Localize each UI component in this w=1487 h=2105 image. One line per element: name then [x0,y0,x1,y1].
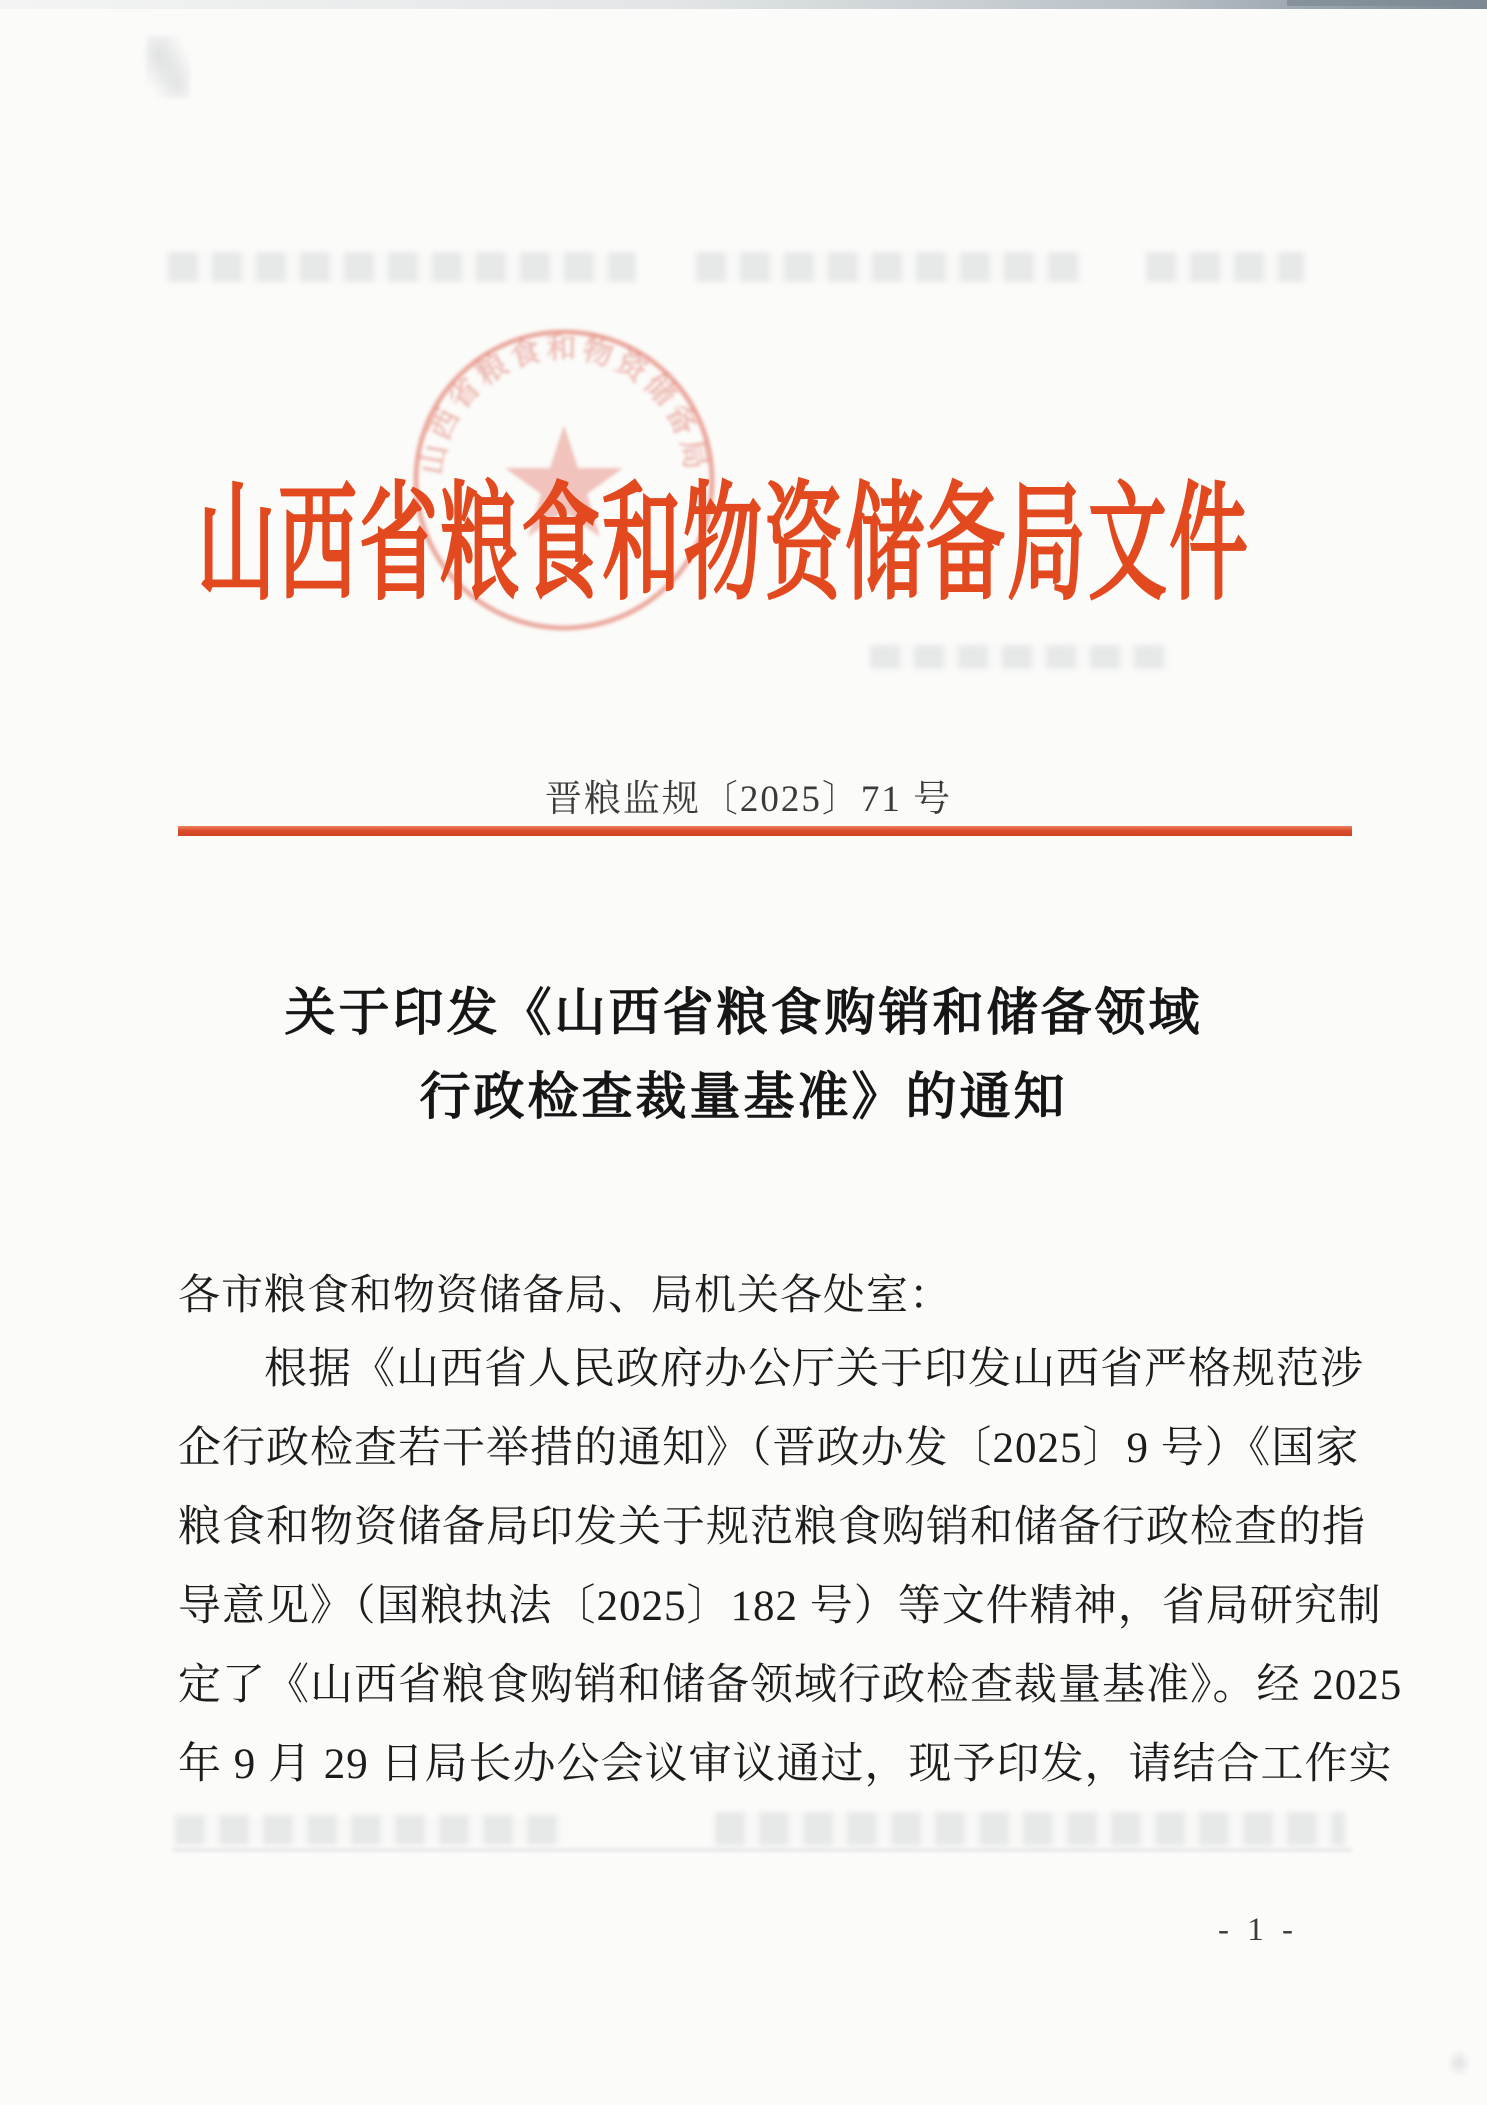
bleedthrough-text-bottom-left [175,1815,565,1845]
document-title-line-2: 行政检查裁量基准》的通知 [419,1070,1068,1126]
scan-smudge-top-left [146,36,190,98]
body-line: 企行政检查若干举措的通知》（晋政办发〔2025〕9 号）《国家 [178,1425,1360,1472]
bleedthrough-text-top-left [168,252,636,282]
body-line: 导意见》（国粮执法〔2025〕182 号）等文件精神，省局研究制 [178,1583,1382,1630]
bleedthrough-text-under-masthead [870,645,1170,669]
salutation-line: 各市粮食和物资储备局、局机关各处室： [178,1273,953,1319]
document-title-line-1: 关于印发《山西省粮食购销和储备领域 [284,986,1203,1042]
scan-smudge-bottom-right [1446,2048,1472,2078]
scan-edge-top [0,0,1487,9]
red-divider-rule [178,826,1352,836]
seal-arc-text: 山西省粮食和物资储备局 [415,331,713,478]
document-number: 晋粮监规〔2025〕71 号 [544,779,953,820]
scan-edge-top-right [1287,0,1487,6]
document-title [0,972,1487,1140]
bleedthrough-text-top-right [1146,252,1304,282]
agency-masthead: 山西省粮食和物资储备局文件 [197,475,1250,617]
body-line: 年 9 月 29 日局长办公会议审议通过，现予印发，请结合工作实 [178,1741,1393,1788]
body-paragraph [178,1330,1403,1804]
bleedthrough-rule-bottom [172,1848,1352,1852]
body-line: 粮食和物资储备局印发关于规范粮食购销和储备行政检查的指 [178,1504,1366,1551]
body-line: 定了《山西省粮食购销和储备领域行政检查裁量基准》。经 2025 [178,1662,1403,1709]
body-line: 根据《山西省人民政府办公厅关于印发山西省严格规范涉 [264,1346,1364,1393]
bleedthrough-text-top-mid [696,252,1084,282]
bleedthrough-text-bottom-right [715,1812,1345,1846]
page-number: - 1 - [1218,1912,1298,1948]
